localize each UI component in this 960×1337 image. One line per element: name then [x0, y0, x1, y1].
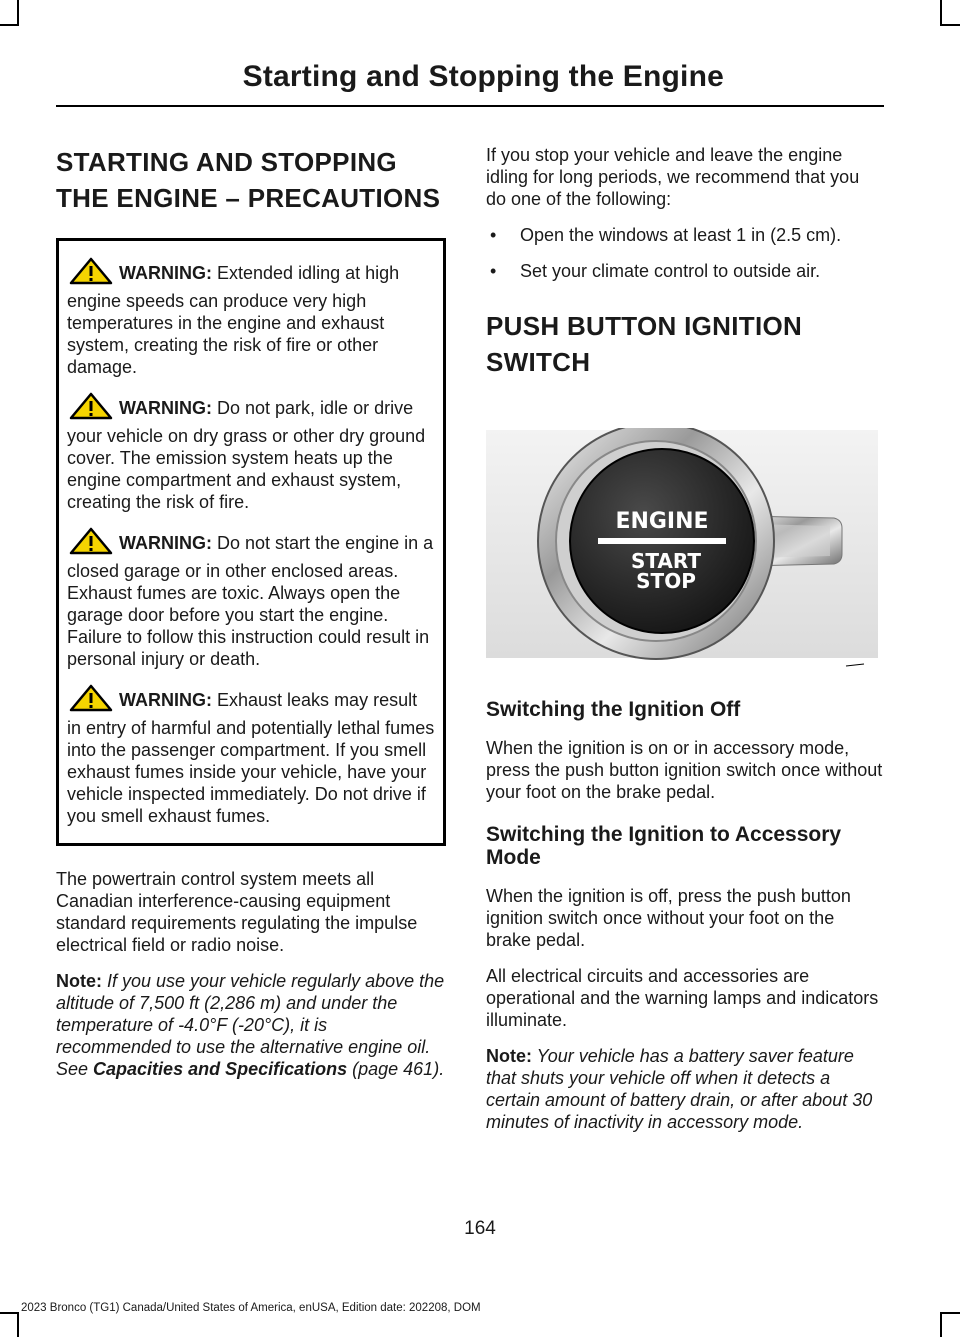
note-paragraph [486, 1045, 884, 1133]
button-label-engine: ENGINE [615, 509, 709, 534]
body-paragraph: When the ignition is off, press the push button ignition switch once without your foot on the brake pedal. [486, 886, 851, 950]
heading-line: SWITCH [486, 347, 591, 377]
crop-mark [940, 0, 942, 26]
subheading-accessory-mode: Switching the Ignition to Accessory Mode [486, 823, 842, 869]
subheading-ignition-off: Switching the Ignition Off [486, 698, 741, 721]
warning-label: WARNING: [119, 263, 212, 283]
body-paragraph: When the ignition is on or in accessory mode, press the push button ignition switch once without your foot on the brake pedal. [486, 738, 883, 802]
heading-line: THE ENGINE – PRECAUTIONS [56, 183, 441, 213]
warning-text: Extended idling at high engine speeds can produce very high temperatures in the engine and exhaust system, creating the risk of fire or other damage. [67, 263, 400, 377]
warning-box [56, 238, 446, 846]
warning-text: Do not start the engine in a closed garage or in other enclosed areas. Exhaust fumes are toxic. Always open the garage door before you start the engine. Failure to follow this instruction could result in personal injury or death. [67, 533, 434, 669]
warning-label: WARNING: [119, 398, 212, 418]
bullet-list [486, 224, 884, 282]
warning-triangle-icon [69, 257, 113, 290]
note-label: Note: [486, 1046, 532, 1066]
button-label-start: START [630, 549, 702, 573]
cross-reference-link[interactable]: Capacities and Specifications [93, 1059, 348, 1079]
section-heading-precautions [56, 144, 446, 216]
list-item: • Open the windows at least 1 in (2.5 cm). [486, 224, 884, 246]
warning-triangle-icon [69, 684, 113, 717]
warning-text: Exhaust leaks may result in entry of harmful and potentially lethal fumes into the passenger compartment. If you smell exhaust fumes inside your vehicle, have your vehicle inspected immediately. Do not drive if you smell exhaust fumes. [67, 690, 435, 826]
warning-item [67, 392, 435, 513]
right-column [486, 144, 884, 1147]
page-number: 164 [464, 1218, 496, 1239]
footer-edition-info: 2023 Bronco (TG1) Canada/United States of America, enUSA, Edition date: 202208, DOM [21, 1302, 481, 1314]
warning-triangle-icon [69, 527, 113, 560]
ignition-button-illustration [486, 428, 884, 672]
page-header-title: Starting and Stopping the Engine [242, 60, 724, 93]
warning-item [67, 257, 435, 378]
warning-triangle-icon [69, 392, 113, 425]
warning-label: WARNING: [119, 690, 212, 710]
note-label: Note: [56, 971, 102, 991]
note-paragraph [56, 970, 446, 1080]
warning-label: WARNING: [119, 533, 212, 553]
body-paragraph: All electrical circuits and accessories are operational and the warning lamps and indicators illuminate. [486, 966, 879, 1030]
warning-text: Do not park, idle or drive your vehicle on dry grass or other dry ground cover. The emission system heats up the engine compartment and exhaust system, creating the risk of fire. [67, 398, 426, 512]
note-text: If you use your vehicle regularly above the altitude of 7,500 ft (2,286 m) and under the temperature of -4.0°F (-20°C), it is recommended to use the alternative engine oil. See [56, 971, 445, 1079]
crop-mark [940, 24, 960, 26]
crop-mark [17, 1312, 19, 1337]
page-reference: (page 461). [347, 1059, 445, 1079]
note-text: Your vehicle has a battery saver feature that shuts your vehicle off when it detects a certain amount of battery drain, or after about 30 minutes of inactivity in accessory mode. [486, 1046, 873, 1132]
button-label-stop: STOP [636, 569, 696, 593]
section-heading-push-button [486, 308, 884, 380]
left-column [56, 144, 446, 1094]
crop-mark [0, 1312, 19, 1314]
list-item: • Set your climate control to outside air. [486, 260, 884, 282]
warning-item [67, 684, 435, 827]
warning-item [67, 527, 435, 670]
heading-line: STARTING AND STOPPING [56, 147, 397, 177]
body-paragraph: The powertrain control system meets all Canadian interference-causing equipment standard requirements regulating the impulse electrical field or radio noise. [56, 869, 418, 955]
heading-line: PUSH BUTTON IGNITION [486, 311, 803, 341]
header-divider [56, 105, 884, 107]
crop-mark [0, 24, 19, 26]
crop-mark [940, 1312, 942, 1337]
crop-mark [17, 0, 19, 26]
intro-paragraph: If you stop your vehicle and leave the engine idling for long periods, we recommend that you do one of the following: [486, 145, 860, 209]
crop-mark [940, 1312, 960, 1314]
